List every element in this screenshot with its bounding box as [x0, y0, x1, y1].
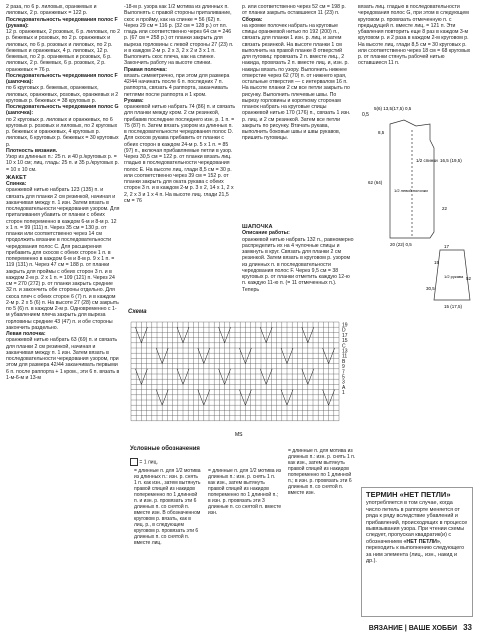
- legend-item-3: [208, 468, 282, 558]
- heading-stripes-f-hat: Последовательность чередования полос F (шапочка):: [6, 72, 118, 85]
- diagram-sleeve-label: 1/2 рукава: [444, 274, 464, 279]
- chart-row-label: 13: [342, 348, 348, 355]
- chart-row-label: 19: [342, 322, 348, 329]
- diagram-top-left: 0,5: [362, 112, 369, 118]
- gauge-text: Узор из длинных п.: 25 п. и 40 р./круговых р. = 10 x 10 см; лиц. гладь: 25 п. и 35 р./круговых р. = 10 x 10 см.: [6, 154, 119, 173]
- text-column-3: [242, 4, 352, 179]
- diagram-r1: 17: [444, 244, 450, 249]
- chart-row-label: 17: [342, 332, 348, 339]
- heading-stripes-g-hat: Последовательность чередования полос G (шапочка):: [6, 104, 119, 117]
- text-column-hat: [242, 222, 354, 307]
- term-sidebar: [361, 487, 473, 617]
- chart-row-label: 15: [342, 338, 348, 345]
- garment-pattern-diagram: [360, 100, 478, 310]
- chart-row-label: 5: [342, 374, 345, 381]
- knitting-chart-svg: [125, 318, 357, 438]
- assembly-text: на кромке полочек набрать на круговые спицы оранжевой нитью по 192 (200) п., связать для планки 1 изн. р. лиц. и затем связать резинкой. На высоте планки 1 см выполнить на правой планке 8 отверстий для пуговиц: провязать 2 п. вместе лиц., 2 накида, провязать 2 п. вместе лиц. и, изн. р. накиды вязать по узору. Выполнить нижнее отверстие через 62 (70) п. от нижнего края, остальные отверстия — с интервалом 16 п. На высоте планки 2 см все петли закрыть по рисунку. Выполнить плечевые швы. По вырезу горловины и короткому сторонам планок набрать на круговые спицы оранжевой нитью 170 (176) п., связать 1 изн. р. лиц. и 2 см резинкой. Затем все петли закрыть по рисунку. Втачать рукава, выполнить боковые швы и швы рукавов, пришить пуговицы.: [242, 22, 351, 142]
- heading-back: Спинка:: [6, 181, 27, 187]
- right-front-text: вязать симметрично, при этом для размера 42/44 начинать после 6 п. последних 7 п. раппорта, связать 4 раппорта, заканчивать петлями после раппорта и 1 кром.: [124, 72, 230, 98]
- knitting-chart: [125, 318, 357, 438]
- legend-item-1-text: = 1 лиц.: [139, 459, 158, 466]
- heading-gauge: Плотность вязания.: [6, 147, 58, 154]
- legend-knit-square-icon: [130, 458, 138, 466]
- diagram-b1: 15 (17,5): [444, 304, 463, 309]
- page-number: 33: [463, 623, 472, 632]
- stripes-f-hat-text: по 6 круговых р. бежевых, оранжевых, лиловых, оранжевых, розовых, оранжевых и 2 круговых р. бежевых = 38 круговых р.: [6, 85, 119, 104]
- heading-jacket: ЖАКЕТ: [6, 174, 27, 181]
- diagram-r4: 30,5: [426, 286, 435, 291]
- diagram-top-nums: 5(6) 13,5(17,5) 0,5: [374, 106, 412, 111]
- intro-text: 2 раза, по 6 р. лиловых, оранжевых и лиловых, 2 р. оранжевых = 122 р.: [6, 4, 97, 17]
- hat-continued-text: вязать лиц. гладью в последовательности чередования полос G, при этом в следующем круговом р. провязать отмеченную п. с предыдущей п. вместе лиц. = 121 п. Эти убавления повторить еще 8 раз в каждом 3-м круговом р. и 2 раза в каждом 2-м круговом р. На высоте лиц. глади 8,5 см = 30 круговых р. или соответственно через 18 см = 68 круговых р. от планки стянуть рабочей нитью оставшиеся 11 п.: [358, 4, 471, 67]
- sleeves-text: оранжевой нитью набрать 74 (86) п. и связать для планки между кром. 2 см резинкой, прибавив последние последнего изн. р. 1 п. = 75 (87) п. Затем вязать узором из длинных п. в последовательности чередования полос D. Для скосов рукава прибавить от планки с обеих сторон в каждом 24-м р. 5 x 1 п. = 85 (97) п., включая прибавляемые петли в узор. Через 30,5 см = 122 р. от планки вязать лиц. гладью в последовательности чередования полос E. На высоте лиц. глади 8,5 см = 30 р. или соответственно через 39 см = 152 р. от планки закрыть для оката рукава с обеих сторон 3 п. и в каждом 2-м р. 3 x 2, 14 x 1, 2 x 2, 2 x 3 и 1 x 4 п. На высоте лиц. глади 21,5 см = 76: [124, 104, 236, 204]
- heading-assembly: Сборка:: [242, 16, 263, 23]
- back-text: оранжевой нитью набрать 123 (135) п. и связать для планки 2 см резинкой, начиная и заканчивая между п. 1 изн. Затем вязать в последовательности чередования узором. Для приталивания убавить от планки с обеих сторон попеременно в каждом 6-м и 8-м р. 12 x 1 п. = 99 (111) п. Через 35 см = 130 р. от планки или соответственно через 14 см продолжить вязание в последовательности чередования полос C. Для расширения прибавить для скосов с обеих сторон 1 п. в попеременно в каждом 6-м и 8-м р. 9 x 1 п. = 119 (131) п. Через 47 см = 188 р. от планки закрыть для проймы с обеих сторон 3 п. и в каждом 2-м р. 2 x 1 п. = 109 (121) п. Через 24 см = 270 (272) р. от планки закрыть средние 32 п. и закончить обе стороны отдельно. Для скоса плеч с обеих сторон 6 (7) п. и в каждом 2-м р. 2 x 5 (6) п. На высоте 27 (28) см закрыть по 5 (6) п. в каждом 2-м р. Одновременно с 1-м убавлением плеча закрыть для выреза горловины средние 43 (47) п. и обе стороны закончить раздельно.: [6, 187, 120, 331]
- legend-item-1: [130, 458, 190, 466]
- sleeves-continued: р. или соответственно через 52 см = 198 р. от планки закрыть оставшиеся 11 (23) п.: [242, 4, 346, 17]
- scheme-label: Схема: [128, 309, 147, 315]
- chart-row-label: D: [342, 327, 346, 334]
- left-front-continued: -18-м р. узора как 1/2 мотива из длинных п. Выполнять с правой стороны приталивание, скос и пройму, как на спинке = 56 (62) п. Через 29 см = 116 р. (32 см = 128 р.) от пл. гладь или соответственно через 64 см = 246 р. (67 см = 258 р.) от планки закрыть для выреза горловины с левой стороны 27 (23) п. и в каждом 2-м р. 2 x 3, 2 x 2 и 3 x 1 п. Выполнить скос плеча, как на спинке. Закончить работу на высоте спинки.: [124, 4, 234, 67]
- diagram-mid2: 1/2 левой полочки: [394, 188, 428, 193]
- footer-brand: ВЯЗАНИЕ | ВАШЕ ХОББИ: [368, 625, 458, 632]
- legend-title: Условные обозначения: [130, 446, 200, 452]
- diagram-r2: 15: [434, 260, 440, 265]
- diagram-r3: 52: [466, 276, 472, 281]
- heading-left-front: Левая полочка:: [6, 331, 46, 337]
- legend-item-4-text: = длинные п. для мотива из длинных п.: изн. р. снять 1 п. как изн., затем вытянуть правой спицей из накидов попеременно по 1 длинной п.; в изн. р. провязать эти 6 длинных п. со снятой п. вместе изн.: [288, 448, 356, 496]
- heading-right-front: Правая полочка:: [124, 66, 167, 73]
- heading-hat-description: Описание работы:: [242, 230, 290, 237]
- chart-row-label: 1: [342, 390, 345, 397]
- ms-label: MS: [235, 432, 243, 438]
- term-bold: «НЕТ ПЕТЛИ»: [403, 538, 440, 545]
- chart-row-label: 3: [342, 379, 345, 386]
- term-text-1: употребляется в том случае, когда число петель в раппорте меняется от ряда к ряду вследствие убавлений и прибавлений, происходящих в процессе вывязывания узора. При чтении схемы следует, пропуская квадратик(и) с обозначением: [366, 500, 468, 545]
- heading-stripes-f-sleeves: Последовательность чередования полос F (рукава):: [6, 16, 118, 29]
- chart-row-label: A: [342, 384, 346, 391]
- chart-row-label: B: [342, 358, 346, 365]
- heading-sleeves: Рукава:: [124, 97, 144, 104]
- text-column-2: [124, 4, 236, 304]
- page-footer: [369, 623, 472, 632]
- legend-item-4: [288, 448, 356, 538]
- chart-row-label: 7: [342, 369, 345, 376]
- text-column-4-top: [358, 4, 474, 100]
- chart-row-label: 11: [342, 353, 348, 360]
- chart-row-label: C: [342, 343, 346, 350]
- diagram-left-nums: 62 (64): [368, 180, 383, 185]
- term-text-2: , переходить к выполнению следующего за ним элемента (лиц., изн., накид и др.).: [366, 538, 465, 565]
- hat-description-text: оранжевой нитью набрать 132 п., равномерно распределить их на 4 чулочные спицы и замкнуть в круг. Связать для планки 2 см резинкой. Затем вязать в круговом р. узором из длинных п. в последовательности чередования полос F. Через 9,5 см = 38 круговых р. от планки отметить каждую 12-ю п. каждую 11-ю п. (= 11 отмеченных п.). Теперь: [242, 236, 354, 293]
- diagram-bottom-nums: 20 (22) 0,5: [390, 242, 412, 247]
- legend-item-3-text: = длинные п. для 1/2 мотива из длинных п.: изн. р. снять 1 п. как изн., затем вытянуть правой спицей из накидов попеременно по 1 длинной п.; в изн. р. провязать эти 3 длинные п. со снятой п. вместе изн.: [208, 468, 282, 516]
- heading-hat: ШАПОЧКА: [242, 224, 273, 230]
- left-front-text: оранжевой нитью набрать 63 (69) п. и связать для планки 2 см резинкой, начиная и заканчивая между п. 1 изн. Затем вязать в последовательности чередования узором, при этом для размера 42/44 заканчивать первыми 6 п. после раппорта + 1 кром., эти 6 п. вязать в 1-м-6-м и 13-м: [6, 337, 120, 381]
- text-column-1: [6, 4, 120, 628]
- stripes-f-sleeves-text: 12 р. оранжевых, 2 розовых, 6 р. лиловых, по 2 р. бежевых и розовых, по 2 р. оранжевых и лиловых, по 6 р. розовых и лиловых, по 2 р. бежевых и оранжевых, 4 р. лиловых, 12 р. бежевых, по 2 р. оранжевых и розовых, 6 р. лиловых, 2 р. бежевых, 6 р. розовых, 2 р. оранжевых = 76 р.: [6, 29, 120, 73]
- diagram-d1: 8,5: [378, 130, 385, 135]
- diagram-side-nums: 16,5 (19,5): [440, 158, 462, 163]
- term-title: ТЕРМИН «НЕТ ПЕТЛИ»: [366, 490, 451, 499]
- diagram-mid: 1/2 спинки: [416, 158, 438, 163]
- stripes-g-hat-text: по 2 круговых р. лиловых и оранжевых, по 6 круговых р. розовых и лиловых, по 2 круговых р. бежевых и оранжевых, 4 круговых р. лиловых, 6 круговых р. бежевых = 30 круговых р.: [6, 116, 119, 148]
- legend-item-2: [134, 468, 202, 578]
- legend-item-2-text: = длинные п. для 1/2 мотива из длинных п.: изн. р. снять 1 п. как изн., затем вытянуть правой спицей из накидов попеременно по 1 длинной п. и изн. р. провязать эти 6 длинных п. со снятой п. вместе изн. В обозначенном круговом р. вязать, как в лиц. р., в следующем круговом р. провязать эти 6 длинных п. со снятой п. вместе лиц.: [134, 468, 201, 546]
- chart-row-label: 9: [342, 364, 345, 371]
- diagram-side2: 22: [442, 206, 448, 211]
